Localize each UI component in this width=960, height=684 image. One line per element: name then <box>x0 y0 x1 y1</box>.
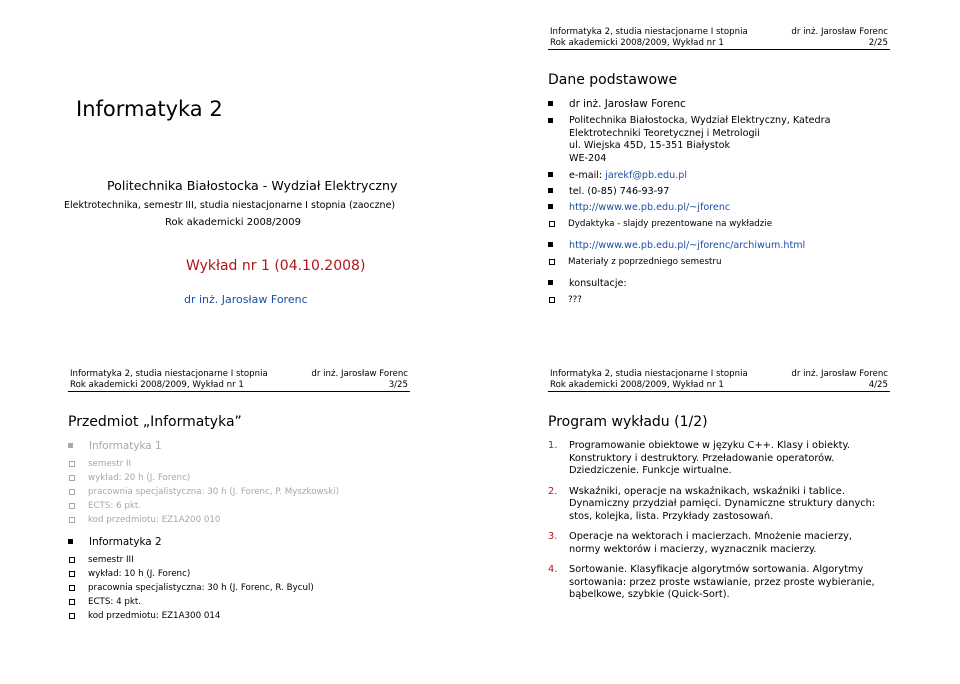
program-item <box>548 486 884 524</box>
sub-item: semestr III <box>68 554 420 566</box>
item-text: Programowanie obiektowe w języku C++. Klasy i obiekty. Konstruktory i destruktory. Przeładowanie operatorów. Dziedziczenie. Funkcje wirtualne. <box>569 440 851 476</box>
list-item <box>548 201 900 230</box>
lecture-title: Wykład nr 1 (04.10.2008) <box>186 258 366 274</box>
list-item <box>548 185 900 198</box>
slide-title <box>0 0 480 342</box>
header-year: Rok akademicki 2008/2009, Wykład nr 1 <box>550 38 724 48</box>
header-divider <box>68 391 410 392</box>
academic-year: Rok akademicki 2008/2009 <box>165 217 301 228</box>
room: WE-204 <box>569 152 607 164</box>
sub-item: pracownia specjalistyczna: 30 h (J. Forenc, R. Bycul) <box>68 582 420 594</box>
sub-item: wykład: 10 h (J. Forenc) <box>68 568 420 580</box>
list-item <box>548 115 900 165</box>
sub-item: kod przedmiotu: EZ1A200 010 <box>68 514 420 526</box>
sub-item <box>548 218 900 230</box>
header-author: dr inż. Jarosław Forenc <box>311 369 408 379</box>
phone: tel. (0-85) 746-93-97 <box>569 186 670 197</box>
header-course: Informatyka 2, studia niestacjonarne I stopnia <box>550 369 748 379</box>
homepage-link[interactable]: http://www.we.pb.edu.pl/~jforenc <box>569 202 731 213</box>
subject-list <box>68 440 420 627</box>
sub-item <box>548 294 900 306</box>
slide-title: Dane podstawowe <box>548 72 678 88</box>
header-course: Informatyka 2, studia niestacjonarne I stopnia <box>70 369 268 379</box>
university: Politechnika Białostocka - Wydział Elektryczny <box>107 178 398 193</box>
item-text: Sortowanie. Klasyfikacje algorytmów sortowania. Algorytmy sortowania: przez proste wstawianie, przez proste wybieranie, bąbelkowe, szybkie (Quick-Sort). <box>569 564 875 600</box>
sub-item: kod przedmiotu: EZ1A300 014 <box>68 610 420 622</box>
page-number: 2/25 <box>868 38 888 48</box>
slide-title: Program wykładu (1/2) <box>548 414 708 430</box>
list-item <box>548 98 900 111</box>
program-item <box>548 564 884 602</box>
sub-item: ECTS: 4 pkt. <box>68 596 420 608</box>
slide-basic-info <box>480 0 960 342</box>
info-list <box>548 98 900 311</box>
link-description: Dydaktyka - slajdy prezentowane na wykładzie <box>568 219 773 229</box>
header-divider <box>548 49 890 50</box>
header-author: dr inż. Jarosław Forenc <box>791 27 888 37</box>
address: ul. Wiejska 45D, 15-351 Białystok <box>569 140 731 151</box>
item-number: 3. <box>548 531 558 542</box>
sub-item <box>548 256 900 268</box>
header-course: Informatyka 2, studia niestacjonarne I stopnia <box>550 27 748 37</box>
course-title: Informatyka 2 <box>76 97 223 121</box>
course-inf2: Informatyka 2 <box>89 536 162 548</box>
program-item <box>548 531 884 556</box>
program-item <box>548 440 884 478</box>
list-item <box>548 239 900 268</box>
page-number: 3/25 <box>388 380 408 390</box>
list-item <box>548 169 900 182</box>
item-text: Wskaźniki, operacje na wskaźnikach, wskaźniki i tablice. Dynamiczny przydział pamięci. Dynamiczne struktury danych: stos, kolejka, lista. Przykłady zastosowań. <box>569 485 876 522</box>
header-divider <box>548 391 890 392</box>
header-year: Rok akademicki 2008/2009, Wykład nr 1 <box>550 380 724 390</box>
affiliation: Politechnika Białostocka, Wydział Elektryczny, Katedra Elektrotechniki Teoretycznej i Metrologii <box>569 115 831 139</box>
archive-link[interactable]: http://www.we.pb.edu.pl/~jforenc/archiwum.html <box>569 240 806 251</box>
sub-item: semestr II <box>68 458 420 470</box>
list-item <box>548 277 900 306</box>
slide-program <box>480 342 960 684</box>
slide-subject <box>0 342 480 684</box>
page-number: 4/25 <box>868 380 888 390</box>
list-item <box>68 440 420 526</box>
sub-item: ECTS: 6 pkt. <box>68 500 420 512</box>
item-number: 1. <box>548 440 558 451</box>
item-number: 4. <box>548 564 558 575</box>
course-inf1: Informatyka 1 <box>89 440 162 452</box>
email-link[interactable]: jarekf@pb.edu.pl <box>605 170 688 181</box>
consultations-label: konsultacje: <box>569 278 627 289</box>
list-item <box>68 536 420 622</box>
sub-item: pracownia specjalistyczna: 30 h (J. Forenc, P. Myszkowski) <box>68 486 420 498</box>
item-number: 2. <box>548 485 558 497</box>
consultations-value: ??? <box>568 295 582 305</box>
name: dr inż. Jarosław Forenc <box>569 98 686 110</box>
email-label: e-mail: <box>569 170 606 181</box>
program-list <box>548 440 884 610</box>
item-text: Operacje na wektorach i macierzach. Mnożenie macierzy, normy wektorów i macierzy, wyznacznik macierzy. <box>569 531 853 555</box>
slide-title: Przedmiot „Informatyka” <box>68 414 242 430</box>
author: dr inż. Jarosław Forenc <box>184 293 308 306</box>
header-year: Rok akademicki 2008/2009, Wykład nr 1 <box>70 380 244 390</box>
link-description: Materiały z poprzedniego semestru <box>568 257 722 267</box>
header-author: dr inż. Jarosław Forenc <box>791 369 888 379</box>
program: Elektrotechnika, semestr III, studia niestacjonarne I stopnia (zaoczne) <box>64 200 396 211</box>
sub-item: wykład: 20 h (J. Forenc) <box>68 472 420 484</box>
